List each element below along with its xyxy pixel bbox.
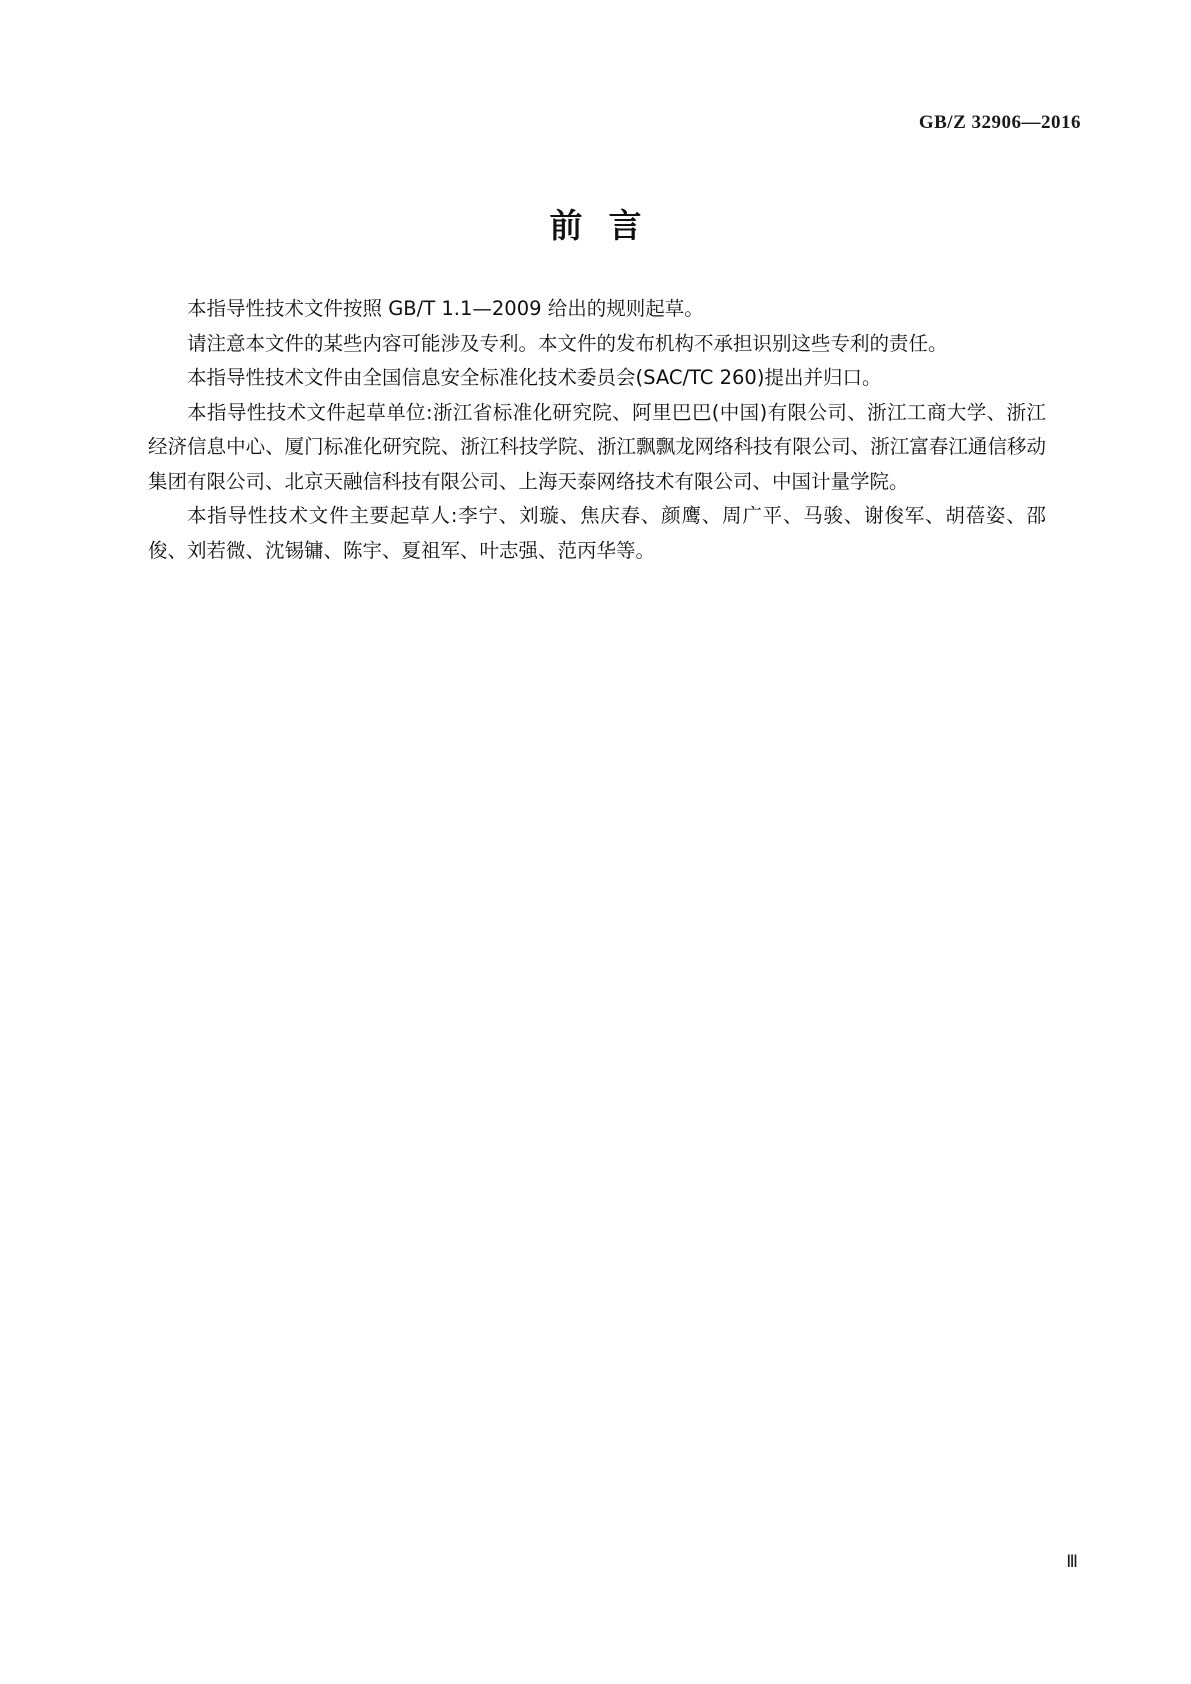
paragraph: 请注意本文件的某些内容可能涉及专利。本文件的发布机构不承担识别这些专利的责任。: [187, 331, 948, 355]
paragraph: 本指导性技术文件由全国信息安全标准化技术委员会(SAC/TC 260)提出并归口。: [187, 366, 882, 389]
paragraph: 本指导性技术文件主要起草人:李宁、刘璇、焦庆春、颜鹰、周广平、马骏、谢俊军、胡蓓姿、邵俊、刘若微、沈锡镛、陈宇、夏祖军、叶志强、范丙华等。: [148, 504, 1046, 562]
page-header-standard-number: GB/Z 32906—2016: [918, 112, 1081, 133]
foreword-body: [148, 292, 1046, 568]
paragraph: 本指导性技术文件起草单位:浙江省标准化研究院、阿里巴巴(中国)有限公司、浙江工商大学、浙江经济信息中心、厦门标准化研究院、浙江科技学院、浙江飘飘龙网络科技有限公司、浙江富春江通信移动集团有限公司、北京天融信科技有限公司、上海天泰网络技术有限公司、中国计量学院。: [148, 400, 1046, 493]
paragraph: 本指导性技术文件按照 GB/T 1.1—2009 给出的规则起草。: [187, 297, 704, 320]
page-title: 前言: [549, 206, 668, 245]
page-number: Ⅲ: [1066, 1552, 1079, 1571]
